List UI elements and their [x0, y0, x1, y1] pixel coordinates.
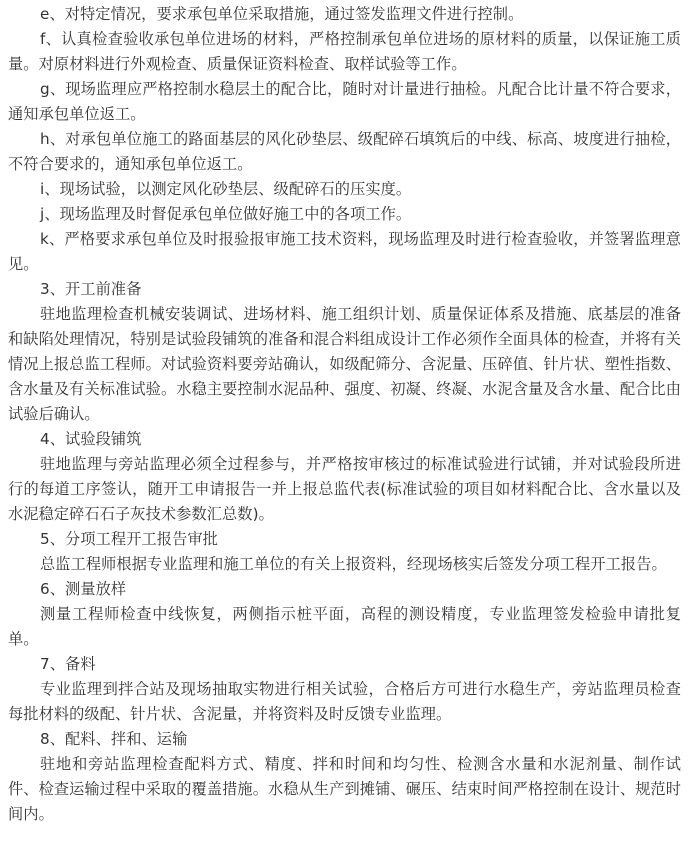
paragraph-e: e、对特定情况，要求承包单位采取措施，通过签发监理文件进行控制。: [40, 5, 524, 23]
paragraph-section-3: 驻地监理检查机械安装调试、进场材料、施工组织计划、质量保证体系及措施、底基层的准备和缺陷处理情况，特别是试验段铺筑的准备和混合料组成设计工作必须作全面具体的检查，并将有关情况上报总监工程师。对试验资料要旁站确认，如级配筛分、含泥量、压碎值、针片状、塑性指数、含水量及有关标准试验。水稳主要控制水泥品种、强度、初凝、终凝、水泥含量及含水量、配合比由试验后确认。: [8, 305, 681, 423]
paragraph-section-4: 驻地监理与旁站监理必须全过程参与，并严格按审核过的标准试验进行试铺，并对试验段所进行的每道工序签认，随开工申请报告一并上报总监代表(标准试验的项目如材料配合比、含水量以及水泥稳定碎石石子灰技术参数汇总数)。: [8, 455, 681, 523]
paragraph-h: h、对承包单位施工的路面基层的风化砂垫层、级配碎石填筑后的中线、标高、坡度进行抽检，不符合要求的，通知承包单位返工。: [8, 130, 681, 173]
section-heading-8: 8、配料、拌和、运输: [40, 730, 188, 748]
paragraph-j: j、现场监理及时督促承包单位做好施工中的各项工作。: [40, 205, 412, 223]
section-heading-6: 6、测量放样: [40, 580, 127, 598]
paragraph-i: i、现场试验，以测定风化砂垫层、级配碎石的压实度。: [40, 180, 412, 198]
section-heading-7: 7、备料: [40, 655, 96, 673]
section-heading-3: 3、开工前准备: [40, 280, 142, 298]
paragraph-section-8: 驻地和旁站监理检查配料方式、精度、拌和时间和均匀性、检测含水量和水泥剂量、制作试件、检查运输过程中采取的覆盖措施。水稳从生产到摊铺、碾压、结束时间严格控制在设计、规范时间内。: [8, 755, 681, 823]
section-heading-4: 4、试验段铺筑: [40, 430, 142, 448]
paragraph-section-6: 测量工程师检查中线恢复，两侧指示桩平面，高程的测设精度，专业监理签发检验申请批复单。: [8, 605, 681, 648]
paragraph-k: k、严格要求承包单位及时报验报审施工技术资料，现场监理及时进行检查验收，并签署监理意见。: [8, 230, 681, 273]
paragraph-section-5: 总监工程师根据专业监理和施工单位的有关上报资料，经现场核实后签发分项工程开工报告。: [40, 555, 667, 573]
paragraph-f: f、认真检查验收承包单位进场的材料，严格控制承包单位进场的原材料的质量，以保证施工质量。对原材料进行外观检查、质量保证资料检查、取样试验等工作。: [8, 30, 681, 73]
paragraph-section-7: 专业监理到拌合站及现场抽取实物进行相关试验，合格后方可进行水稳生产，旁站监理员检查每批材料的级配、针片状、含泥量，并将资料及时反馈专业监理。: [8, 680, 681, 723]
section-heading-5: 5、分项工程开工报告审批: [40, 530, 218, 548]
paragraph-g: g、现场监理应严格控制水稳层土的配合比，随时对计量进行抽检。凡配合比计量不符合要求，通知承包单位返工。: [8, 80, 681, 123]
